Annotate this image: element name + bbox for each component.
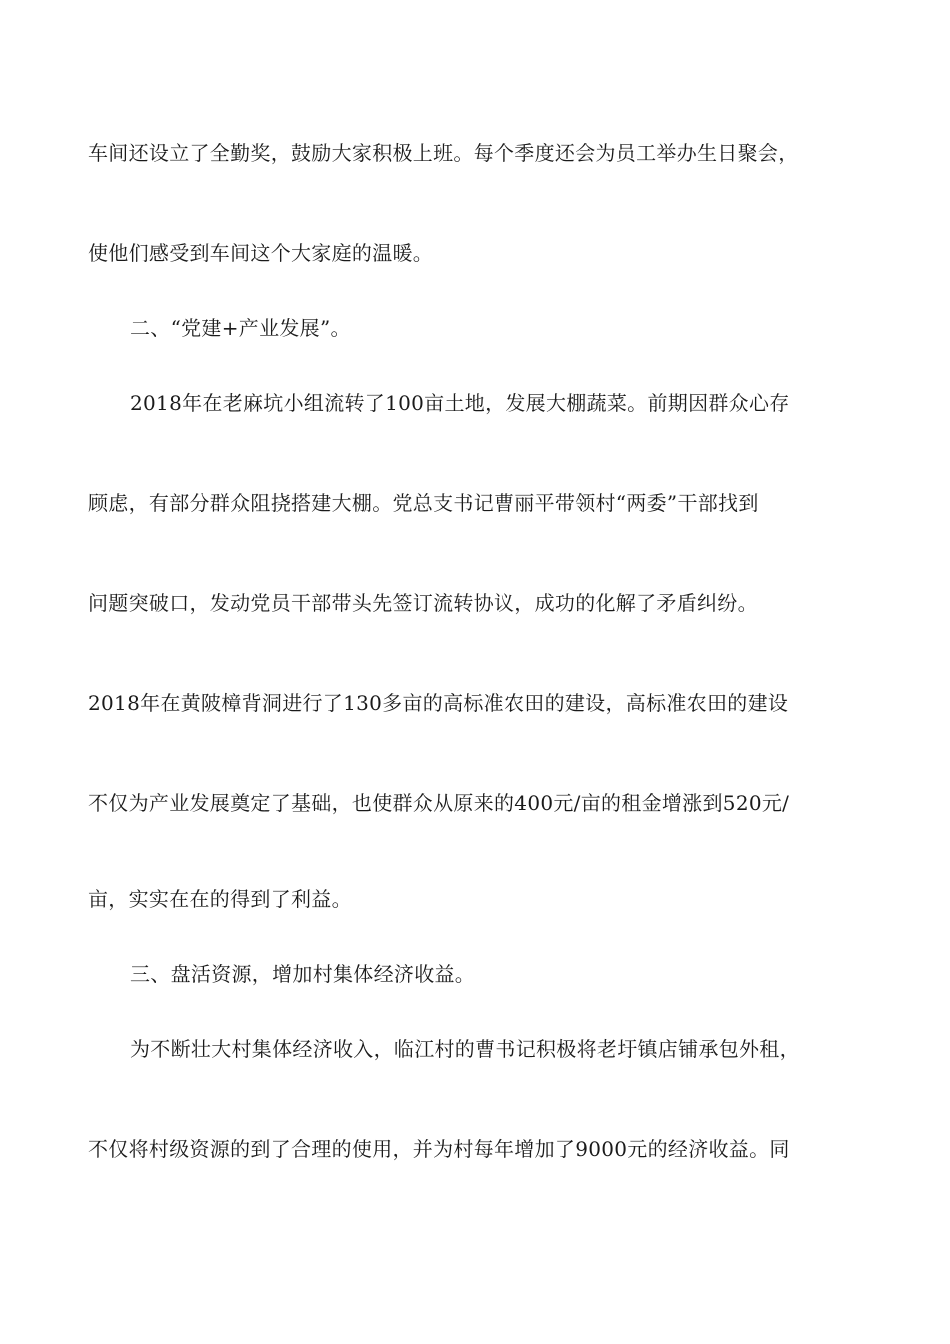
text-line: 不仅为产业发展奠定了基础，也使群众从原来的400元/亩的租金增涨到520元/	[88, 791, 790, 815]
text-line: 2018年在老麻坑小组流转了100亩土地，发展大棚蔬菜。前期因群众心存	[130, 391, 790, 415]
text-line: 使他们感受到车间这个大家庭的温暖。	[88, 241, 434, 265]
section-heading: 二、“党建+产业发展”。	[130, 316, 351, 340]
text-line: 亩，实实在在的得到了利益。	[88, 887, 352, 911]
text-line: 车间还设立了全勤奖，鼓励大家积极上班。每个季度还会为员工举办生日聚会，	[88, 141, 799, 165]
text-line: 为不断壮大村集体经济收入，临江村的曹书记积极将老圩镇店铺承包外租，	[130, 1037, 800, 1061]
section-heading: 三、盘活资源，增加村集体经济收益。	[130, 962, 476, 986]
text-line: 不仅将村级资源的到了合理的使用，并为村每年增加了9000元的经济收益。同	[88, 1137, 790, 1161]
text-line: 顾虑，有部分群众阻挠搭建大棚。党总支书记曹丽平带领村“两委”干部找到	[88, 491, 759, 515]
text-line: 2018年在黄陂樟背洞进行了130多亩的高标准农田的建设，高标准农田的建设	[88, 691, 789, 715]
text-line: 问题突破口，发动党员干部带头先签订流转协议，成功的化解了矛盾纠纷。	[88, 591, 758, 615]
